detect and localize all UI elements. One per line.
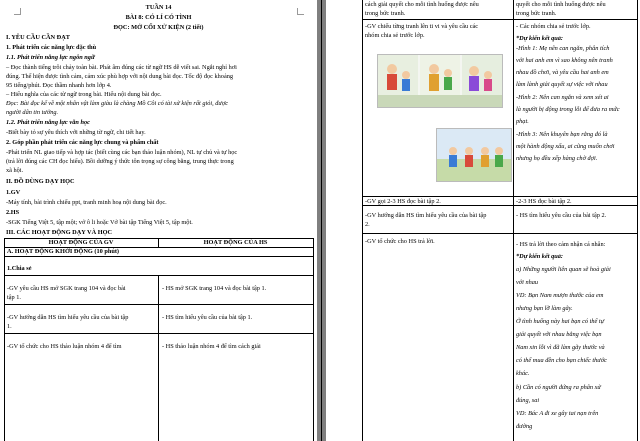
subsection-heading: 1. Phát triển các năng lực đặc thù: [6, 44, 97, 51]
table-section-row: A. HOẠT ĐỘNG KHỞI ĐỘNG (10 phút): [7, 248, 120, 255]
table-cell: VD: Bác A đi xe gây tai nạn trên: [516, 410, 599, 417]
table-cell: với hai anh em vì sao không nên tranh: [516, 57, 613, 64]
page-gap-line: [321, 0, 322, 441]
table-cell: làm lành giải quyết sự việc với nhau: [516, 81, 608, 88]
table-cell: *Dự kiến kết quả:: [516, 35, 563, 42]
table-cell: -GV chiếu từng tranh lên ti vi và yêu cầu các: [365, 23, 479, 30]
table-cell: nhóm chia sẻ trước lớp.: [365, 32, 425, 39]
table-cell: với nhau: [516, 279, 539, 286]
table-cell: tập 1.: [7, 294, 21, 301]
document-page-left: [0, 0, 317, 441]
table-cell: có thể mua đền cho bạn chiếc thước: [516, 357, 607, 364]
table-cell: - HS tìm hiểu yêu cầu của bài tập 1.: [162, 314, 253, 321]
subsection-heading: 1.2. Phát triển năng lực văn học: [6, 119, 90, 126]
table-cell: VD: Bạn Nam mượn thước của em: [516, 292, 604, 299]
table-header-hs: HOẠT ĐỘNG CỦA HS: [203, 239, 268, 246]
table-cell: -Hình 2: Nên can ngăn và xem xét ai: [516, 94, 609, 101]
body-text: 95 tiếng/phút. Đọc thầm nhanh hơn lớp 4.: [6, 82, 112, 89]
document-page-right: [326, 0, 640, 441]
section-heading: II. ĐỒ DÙNG DẠY HỌC: [6, 178, 75, 185]
table-cell: -GV gọi 2-3 HS đọc bài tập 2.: [365, 198, 441, 205]
illustration-image: [436, 128, 512, 182]
table-cell: - HS thảo luận nhóm 4 để tìm cách giải: [162, 343, 261, 350]
body-text: -Biết bày tỏ sự yêu thích với những từ ngữ, chi tiết hay.: [6, 129, 146, 136]
body-text: Đọc: Bài đọc kể về một nhân vật làm giàu là chàng Mồ Côi có tài xử kiện rất giỏi, được: [6, 100, 229, 107]
table-cell: *Dự kiến kết quả:: [516, 253, 563, 260]
table-cell: phạt.: [516, 118, 529, 125]
body-text: (trả lời đúng các CH đọc hiểu). Bồi dưỡng ý thức tôn trọng sự công bằng, trung thực trong: [6, 158, 234, 165]
table-cell: -GV hướng dẫn HS tìm hiểu yêu cầu của bài tập: [7, 314, 129, 321]
section-heading: III. CÁC HOẠT ĐỘNG DẠY VÀ HỌC: [6, 229, 113, 236]
table-cell: 2.: [365, 221, 370, 228]
reading-title: ĐỌC: MỞ CỐI XỬ KIỆN (2 tiết): [113, 24, 204, 31]
body-text: -Máy tính, bài trình chiếu ppt, tranh minh hoạ nội dung bài đọc.: [6, 199, 167, 206]
week-heading: TUẦN 14: [145, 4, 172, 11]
lesson-title: BÀI 8: CÓ LÍ CÓ TÌNH: [125, 14, 192, 21]
table-row-heading: 1.Chia sẻ: [7, 265, 32, 272]
table-cell: nhau đồ chơi, và yêu cầu hai anh em: [516, 69, 609, 76]
table-cell: là người bị động trong lỗi để đưa ra mức: [516, 106, 620, 113]
body-text: -SGK Tiếng Việt 5, tập một; vở ô li hoặc Vở bài tập Tiếng Việt 5, tập một.: [6, 219, 193, 226]
table-cell: -Hình 1: Mẹ nên can ngăn, phân tích: [516, 45, 610, 52]
table-cell: b) Cần có người đứng ra phân xử: [516, 384, 601, 391]
table-cell: - HS tìm hiểu yêu cầu của bài tập 2.: [516, 212, 607, 219]
body-text: – Đọc thành tiếng trôi chảy toàn bài. Phát âm đúng các từ ngữ HS dễ viết sai. Ngắt nghỉ hơi: [6, 64, 237, 71]
table-cell: Ở tình huống này hai bạn có thể tự: [516, 318, 605, 325]
table-cell: trong bức tranh.: [516, 10, 557, 17]
table-cell: a) Những người liên quan sẽ hoà giải: [516, 266, 611, 273]
table-cell: 1.: [7, 323, 12, 330]
table-cell: - HS trả lời theo cảm nhận cá nhân:: [516, 241, 606, 248]
table-cell: đúng, sai: [516, 397, 540, 404]
table-cell: -2-3 HS đọc bài tập 2.: [516, 198, 572, 205]
subsection-heading: 2. Góp phần phát triển các năng lực chung và phẩm chất: [6, 139, 159, 146]
body-text: người dân tin tưởng.: [6, 109, 59, 116]
table-cell: nhưng bạn lỡ làm gãy.: [516, 305, 573, 312]
subsection-heading: 1.1. Phát triển năng lực ngôn ngữ: [6, 54, 95, 61]
body-text: – Hiểu nghĩa của các từ ngữ trong bài. Hiểu nội dung bài đọc.: [6, 91, 162, 98]
body-text: xã hội.: [6, 167, 24, 174]
table-cell: quyết cho mỗi tình huống được nêu: [516, 1, 606, 8]
subsection-heading: 2.HS: [6, 209, 20, 216]
table-cell: khác.: [516, 370, 530, 377]
table-cell: một hành động xấu, ai cũng muốn chơi: [516, 143, 615, 150]
table-cell: giải quyết với nhau bằng việc bạn: [516, 331, 602, 338]
illustration-image: [377, 54, 503, 108]
subsection-heading: 1.GV: [6, 189, 21, 196]
table-cell: - Các nhóm chia sẻ trước lớp.: [516, 23, 591, 30]
table-cell: trong bức tranh.: [365, 10, 406, 17]
table-cell: đường: [516, 423, 533, 430]
table-cell: -GV yêu cầu HS mở SGK trang 104 và đọc bài: [7, 285, 126, 292]
table-cell: - HS mở SGK trang 104 và đọc bài tập 1.: [162, 285, 267, 292]
table-cell: cách giải quyết cho mỗi tình huống được nêu: [365, 1, 479, 8]
table-cell: -GV hướng dẫn HS tìm hiểu yêu cầu của bài tập: [365, 212, 487, 219]
body-text: -Phát triển NL giao tiếp và hợp tác (biết cùng các bạn thảo luận nhóm), NL tự chủ và tự học: [6, 149, 238, 156]
table-cell: -GV tổ chức cho HS trả lời.: [365, 238, 435, 245]
section-heading: I. YÊU CẦU CẦN ĐẠT: [6, 34, 70, 41]
table-cell: -Hình 3: Nên khuyên bạn rằng đó là: [516, 131, 608, 138]
table-header-gv: HOẠT ĐỘNG CỦA GV: [48, 239, 114, 246]
table-cell: -GV tổ chức cho HS thảo luận nhóm 4 để tìm: [7, 343, 122, 350]
body-text: đúng. Thể hiện được tình cảm, cảm xúc phù hợp với nội dung bài đọc. Tốc độ đọc khoảng: [6, 73, 234, 80]
table-cell: nhưng họ đều xếp hàng chờ đợi.: [516, 155, 598, 162]
table-cell: Nam xin lỗi vì đã làm gãy thước và: [516, 344, 605, 351]
